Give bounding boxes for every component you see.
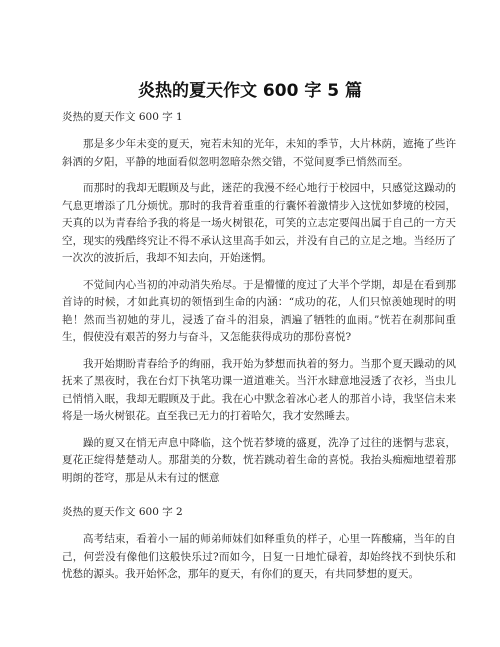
paragraph: 躁的夏又在悄无声息中降临，这个恍若梦境的盛夏，洗净了过往的迷惘与悲哀，夏花正绽得楚楚动人。那甜美的分数，恍若跳动着生命的喜悦。我抬头痴痴地望着那明朗的苍穹，那是从未有过的惬意 [62,436,456,484]
section-1 [62,109,456,487]
document-title: 炎热的夏天作文 600 字 5 篇 [138,81,362,101]
paragraph: 那是多少年未变的夏天，宛若未知的光年，未知的季节，大片林荫，遮掩了些许斜洒的夕阳，平静的地面看似忽明忽暗杂然交错，不觉间夏季已悄然而至。 [62,138,456,168]
paragraph: 高考结束，看着小一届的师弟师妹们如释重负的样子，心里一阵酸痛，当年的自己，何尝没有像他们这般快乐过?而如今，日复一日地忙碌着，却始终找不到快乐和忧愁的源头。我开始怀念，那年的夏天，有你们的夏天，有共同梦想的夏天。 [62,533,456,580]
section-label: 炎热的夏天作文 600 字 1 [62,111,183,123]
paragraph: 而那时的我却无暇顾及与此，迷茫的我漫不经心地行于校园中，只感觉这躁动的气息更增添了几分烦忧。那时的我背着重重的行囊怀着激情步入这忧如梦境的校园，天真的以为青春给予我的将是一场火树银花，可笑的立志定要闯出属于自己的一方天空，现实的残酷终究让不得不承认这里高手如云，并没有自己的立足之地。当经历了一次次的波折后，我却不知去向，开始迷惘。 [62,182,456,264]
section-2 [62,504,456,584]
paragraph: 不觉间内心当初的冲动消失殆尽。于是懵懂的度过了大半个学期，却是在看到那首诗的时候，才如此真切的领悟到生命的内涵：“成功的花，人们只惊羡她现时的明艳！然而当初她的芽儿，浸透了奋斗的泪泉，洒遍了牺牲的血雨。”恍若在刹那间重生，假使没有艰苦的努力与奋斗，又怎能获得成功的那份喜悦? [62,278,456,343]
document-body [62,109,456,593]
section-label: 炎热的夏天作文 600 字 2 [62,506,183,518]
paragraph: 我开始期盼青春给予的绚丽，我开始为梦想而执着的努力。当那个夏天躁动的风抚来了黑夜时，我在台灯下执笔功课一道道难关。当汗水肆意地浸透了衣衫，当虫儿已悄悄入眠，我却无暇顾及于此。我在心中默念着冰心老人的那首小诗，我坚信未来将是一场火树银花。直至我已无力的打着哈欠，我才安然睡去。 [62,357,456,422]
